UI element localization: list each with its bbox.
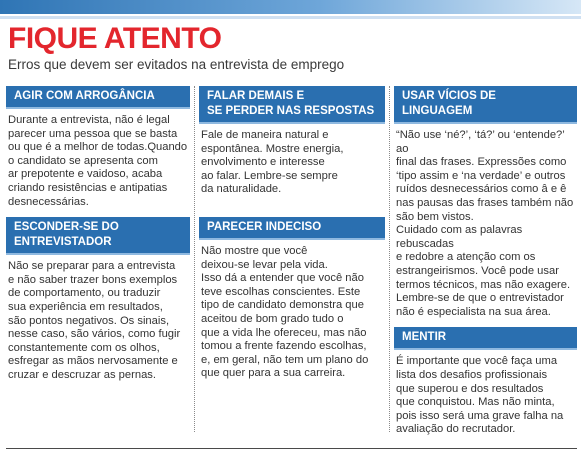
section-body: Não se preparar para a entrevista e não saber trazer bons exemplos de comportamento, ou traduzir sua experiência em resultados, são pontos negativos. Os sinais, nesse caso, são vários, como fugir constantemente com os olhos, esfregar as mãos nervosamente e cruzar e descruzar as pernas. bbox=[8, 260, 181, 381]
section-heading: MENTIR bbox=[394, 327, 577, 350]
section-heading: ESCONDER-SE DO ENTREVISTADOR bbox=[6, 217, 190, 255]
section-body: Durante a entrevista, não é legal parecer uma pessoa que se basta ou que é a melhor de todas.Quando o candidato se apresenta com ar prepotente e vaidoso, acaba criando resistências e antipatias desnecessárias. bbox=[8, 114, 188, 208]
section-heading: AGIR COM ARROGÂNCIA bbox=[6, 86, 190, 109]
section-heading: USAR VÍCIOS DE LINGUAGEM bbox=[394, 86, 577, 124]
column-divider bbox=[389, 86, 391, 432]
top-banner-line bbox=[0, 16, 581, 19]
section-body: É importante que você faça uma lista dos desafios profissionais que superou e dos resultados que conquistou. Mas não minta, pois isso será uma grave falha na avaliação do recrutador. bbox=[396, 355, 564, 436]
column-left bbox=[6, 86, 190, 383]
page-title: FIQUE ATENTO bbox=[8, 22, 222, 55]
column-divider bbox=[194, 86, 196, 432]
bottom-rule bbox=[6, 448, 577, 449]
column-middle bbox=[199, 86, 385, 381]
section-indeciso bbox=[199, 217, 385, 381]
top-banner-bar bbox=[0, 0, 581, 14]
section-falar-demais bbox=[199, 86, 385, 197]
page-subtitle: Erros que devem ser evitados na entrevista de emprego bbox=[8, 57, 345, 72]
column-right bbox=[394, 86, 577, 437]
section-vicios-linguagem bbox=[394, 86, 577, 319]
section-arrogancia bbox=[6, 86, 190, 209]
section-heading: FALAR DEMAIS E SE PERDER NAS RESPOSTAS bbox=[199, 86, 385, 124]
section-body: Não mostre que você deixou-se levar pela vida. Isso dá a entender que você não teve escolhas conscientes. Este tipo de candidato demonstra que aceitou de bom grado tudo o que a vida lhe ofereceu, mas não tomou a frente fazendo escolhas, e, em geral, não tem um plano do que quer para a sua carreira. bbox=[201, 244, 369, 380]
section-mentir bbox=[394, 327, 577, 437]
section-body: Fale de maneira natural e espontânea. Mostre energia, envolvimento e interesse ao falar. Lembre-se sempre da naturalidade. bbox=[201, 129, 344, 196]
section-body: “Não use ‘né?’, ‘tá?’ ou ‘entende?’ ao final das frases. Expressões como ‘tipo assim e ‘na verdade’ e outros ruídos desnecessários como â e ê nas pausas das frases também não são bem vistos. Cuidado com as palavras rebuscadas e redobre a atenção com os estrangeirismos. Você pode usar termos técnicos, mas não exagere. Lembre-se de que o entrevistador não é especialista na sua área. bbox=[396, 129, 574, 318]
section-heading: PARECER INDECISO bbox=[199, 217, 385, 240]
section-esconder bbox=[6, 217, 190, 382]
